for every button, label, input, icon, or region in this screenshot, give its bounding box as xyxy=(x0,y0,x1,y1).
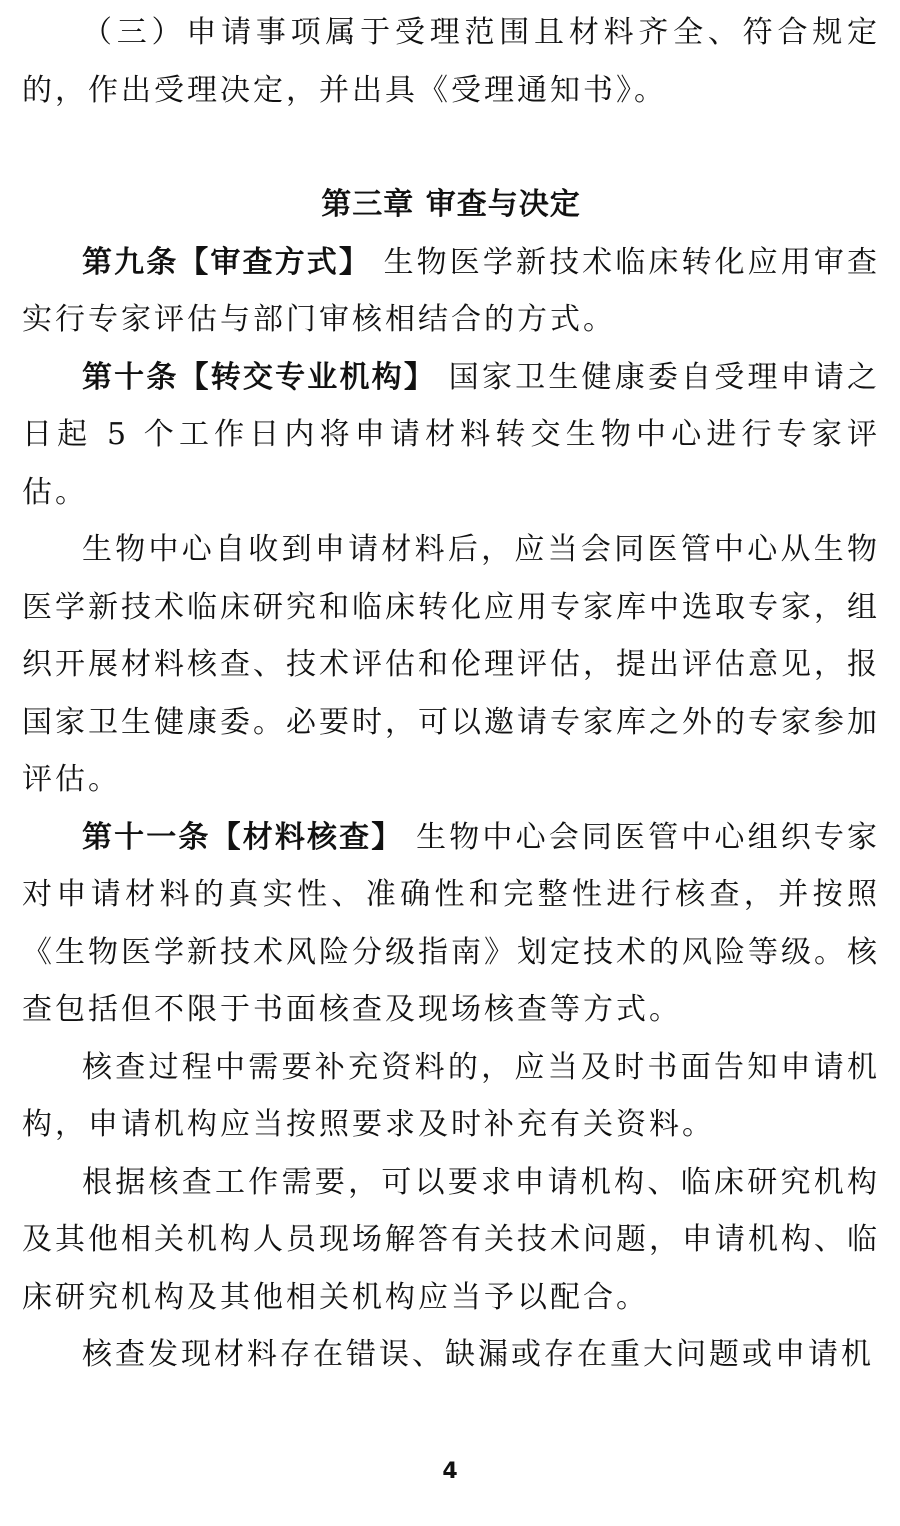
article-10-text: 国家卫生健康委自受理申请之日起 5 个工作日内将申请材料转交生物中心进行专家评估。 xyxy=(22,359,881,510)
article-11-text-4: 核查发现材料存在错误、缺漏或存在重大问题或申请机 xyxy=(82,1337,874,1372)
article-11-paragraph-4 xyxy=(22,1326,880,1384)
article-10-paragraph-2 xyxy=(22,521,880,809)
article-9-heading: 第九条【审查方式】 xyxy=(82,244,371,280)
article-11-text-2: 核查过程中需要补充资料的，应当及时书面告知申请机构，申请机构应当按照要求及时补充有关资料。 xyxy=(22,1049,880,1142)
intro-paragraph: （三）申请事项属于受理范围且材料齐全、符合规定的，作出受理决定，并出具《受理通知书》。 xyxy=(22,15,880,108)
article-11-paragraph-2 xyxy=(22,1039,880,1154)
article-10-heading: 第十条【转交专业机构】 xyxy=(82,359,437,395)
chapter-title: 第三章 审查与决定 xyxy=(321,187,581,222)
article-11-paragraph-3 xyxy=(22,1154,880,1327)
article-10-paragraph xyxy=(22,349,880,522)
document-body xyxy=(22,4,880,1384)
article-9-text: 生物医学新技术临床转化应用审查实行专家评估与部门审核相结合的方式。 xyxy=(22,244,880,337)
article-10-text-2: 生物中心自收到申请材料后，应当会同医管中心从生物医学新技术临床研究和临床转化应用专家库中选取专家，组织开展材料核查、技术评估和伦理评估，提出评估意见，报国家卫生健康委。必要时，可以邀请专家库之外的专家参加评估。 xyxy=(22,532,880,797)
article-11-heading: 第十一条【材料核查】 xyxy=(82,819,404,855)
article-11-paragraph xyxy=(22,809,880,1039)
article-11-text-3: 根据核查工作需要，可以要求申请机构、临床研究机构及其他相关机构人员现场解答有关技术问题，申请机构、临床研究机构及其他相关机构应当予以配合。 xyxy=(22,1164,880,1315)
article-11-text: 生物中心会同医管中心组织专家对申请材料的真实性、准确性和完整性进行核查，并按照《生物医学新技术风险分级指南》划定技术的风险等级。核查包括但不限于书面核查及现场核查等方式。 xyxy=(22,819,881,1027)
page-number: 4 xyxy=(442,1459,458,1484)
article-9-paragraph xyxy=(22,234,880,349)
